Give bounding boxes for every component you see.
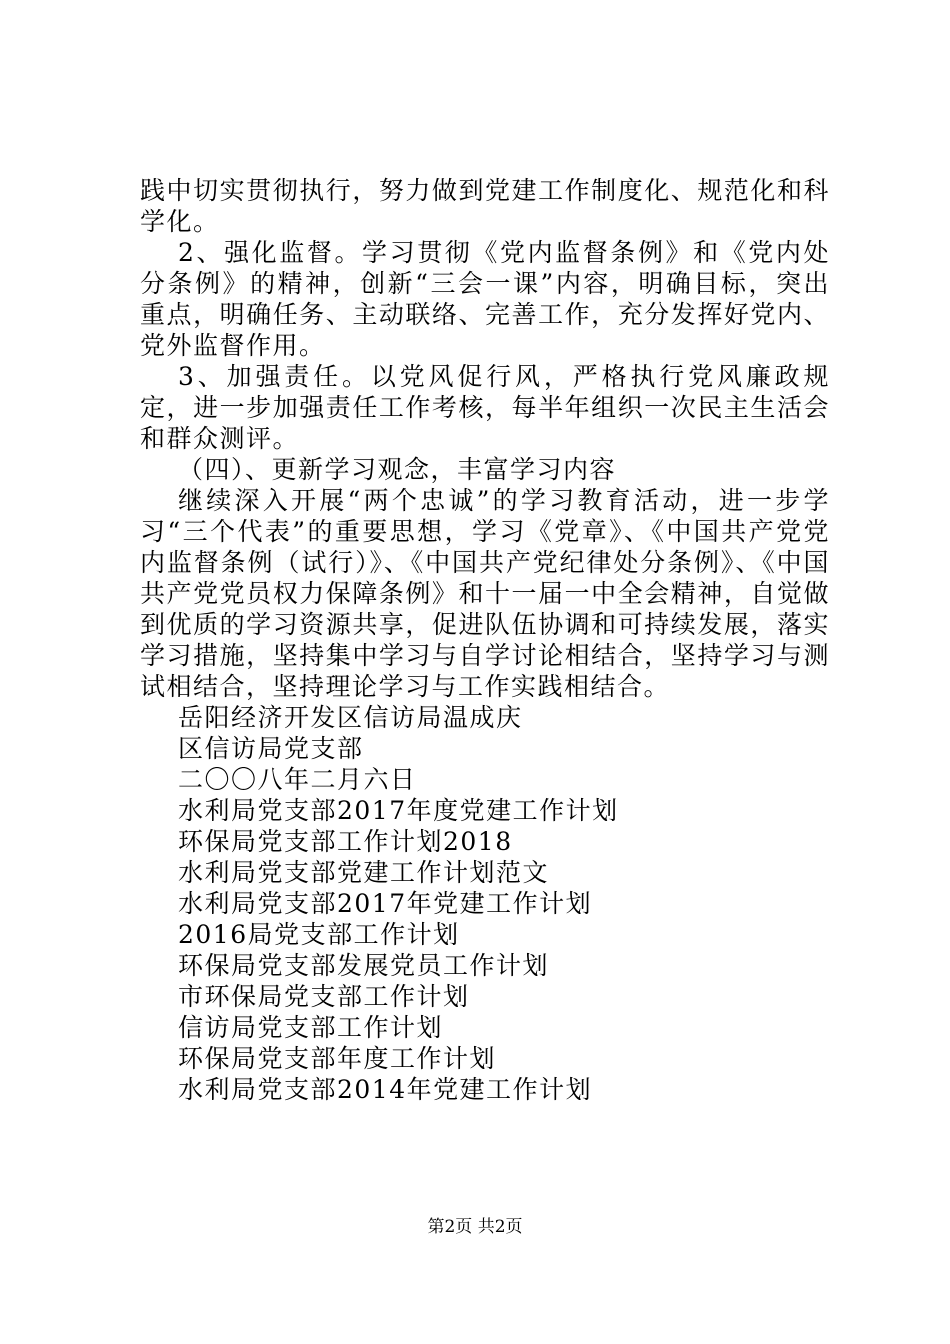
- page-number-footer: 第2页 共2页: [427, 1217, 523, 1237]
- signature-organization: 区信访局党支部: [178, 734, 364, 763]
- related-title-item: 水利局党支部党建工作计划范文: [178, 858, 550, 887]
- document-body: [140, 175, 830, 1105]
- paragraph-strengthen-responsibility: 3、加强责任。以党风促行风，严格执行党风廉政规定，进一步加强责任工作考核，每半年组织一次民主生活会和群众测评。: [140, 362, 830, 453]
- related-title-item: 信访局党支部工作计划: [178, 1013, 444, 1042]
- related-title-item: 环保局党支部工作计划2018: [178, 827, 513, 856]
- related-title-item: 水利局党支部2014年党建工作计划: [178, 1075, 593, 1104]
- section-heading-four: （四）、更新学习观念，丰富学习内容: [178, 455, 617, 484]
- related-titles-list: [140, 795, 830, 1105]
- paragraph-strengthen-supervision: 2、强化监督。学习贯彻《党内监督条例》和《党内处分条例》的精神，创新“三会一课”内容，明确目标，突出重点，明确任务、主动联络、完善工作，充分发挥好党内、党外监督作用。: [140, 238, 830, 360]
- paragraph-continuation: 践中切实贯彻执行，努力做到党建工作制度化、规范化和科学化。: [140, 176, 830, 236]
- related-title-item: 水利局党支部2017年党建工作计划: [178, 889, 593, 918]
- related-title-item: 环保局党支部年度工作计划: [178, 1044, 497, 1073]
- signature-date: 二〇〇八年二月六日: [178, 765, 417, 794]
- paragraph-learning: 继续深入开展“两个忠诚”的学习教育活动，进一步学习“三个代表”的重要思想，学习《党章》、《中国共产党党内监督条例（试行）》、《中国共产党纪律处分条例》、《中国共产党党员权力保障条例》和十一届一中全会精神，自觉做到优质的学习资源共享，促进队伍协调和可持续发展，落实学习措施，坚持集中学习与自学讨论相结合，坚持学习与测试相结合，坚持理论学习与工作实践相结合。: [140, 486, 830, 701]
- related-title-item: 2016局党支部工作计划: [178, 920, 460, 949]
- signature-author: 岳阳经济开发区信访局温成庆: [178, 703, 523, 732]
- related-title-item: 水利局党支部2017年度党建工作计划: [178, 796, 619, 825]
- related-title-item: 市环保局党支部工作计划: [178, 982, 470, 1011]
- signature-block: [140, 702, 830, 795]
- related-title-item: 环保局党支部发展党员工作计划: [178, 951, 550, 980]
